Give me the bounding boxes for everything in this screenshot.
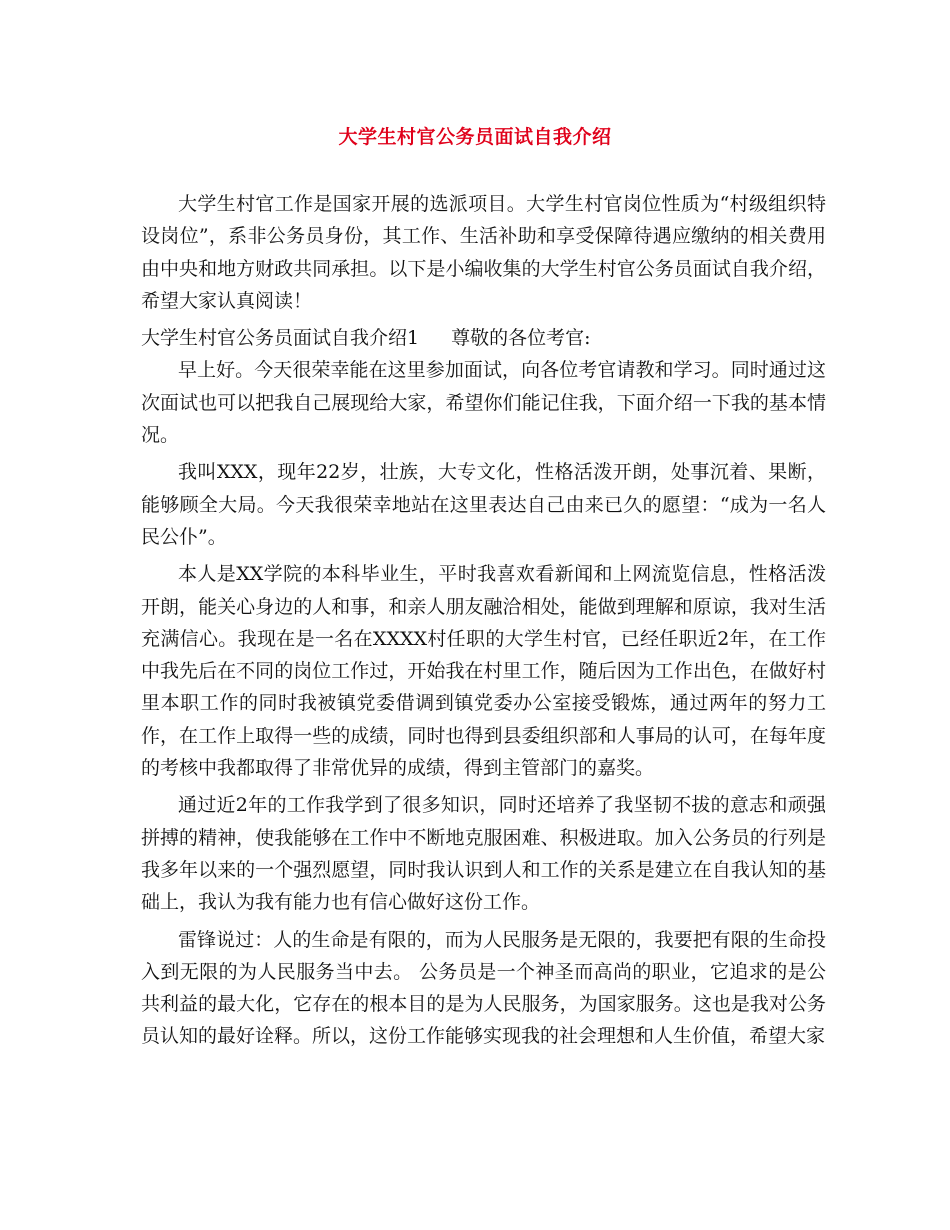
greeting: 尊敬的各位考官: (451, 327, 591, 350)
document-body (141, 188, 826, 1058)
document-title: 大学生村官公务员面试自我介绍 (338, 126, 612, 148)
body-paragraph: 雷锋说过：人的生命是有限的，而为人民服务是无限的，我要把有限的生命投入到无限的为人民服务当中去。 公务员是一个神圣而高尚的职业，它追求的是公共利益的最大化，它存在的根本目的是为人民服务，为国家服务。这也是我对公务员认知的最好诠释。所以，这份工作能够实现我的社会理想和人生价值，希望大家 (141, 928, 826, 1048)
body-paragraph: 本人是XX学院的本科毕业生，平时我喜欢看新闻和上网流览信息，性格活泼开朗，能关心身边的人和事，和亲人朋友融洽相处，能做到理解和原谅，我对生活充满信心。我现在是一名在XXXX村任职的大学生村官，已经任职近2年，在工作中我先后在不同的岗位工作过，开始我在村里工作，随后因为工作出色，在做好村里本职工作的同时我被镇党委借调到镇党委办公室接受锻炼，通过两年的努力工作，在工作上取得一些的成绩，同时也得到县委组织部和人事局的认可，在每年度的考核中我都取得了非常优异的成绩，得到主管部门的嘉奖。 (141, 563, 826, 780)
section-heading: 大学生村官公务员面试自我介绍1 (141, 327, 420, 350)
intro-paragraph: 大学生村官工作是国家开展的选派项目。大学生村官岗位性质为“村级组织特设岗位”，系非公务员身份，其工作、生活补助和享受保障待遇应缴纳的相关费用由中央和地方财政共同承担。以下是小编收集的大学生村官公务员面试自我介绍，希望大家认真阅读！ (141, 193, 826, 312)
body-paragraph: 我叫XXX，现年22岁，壮族，大专文化，性格活泼开朗，处事沉着、果断，能够顾全大局。今天我很荣幸地站在这里表达自己由来已久的愿望：“成为一名人民公仆”。 (141, 461, 826, 548)
body-paragraph: 通过近2年的工作我学到了很多知识，同时还培养了我坚韧不拔的意志和顽强拼搏的精神，使我能够在工作中不断地克服困难、积极进取。加入公务员的行列是我多年以来的一个强烈愿望，同时我认识到人和工作的关系是建立在自我认知的基础上，我认为我有能力也有信心做好这份工作。 (141, 794, 826, 914)
body-paragraph: 早上好。今天很荣幸能在这里参加面试，向各位考官请教和学习。同时通过这次面试也可以把我自己展现给大家，希望你们能记住我，下面介绍一下我的基本情况。 (141, 359, 826, 447)
section-heading-line (141, 322, 826, 354)
